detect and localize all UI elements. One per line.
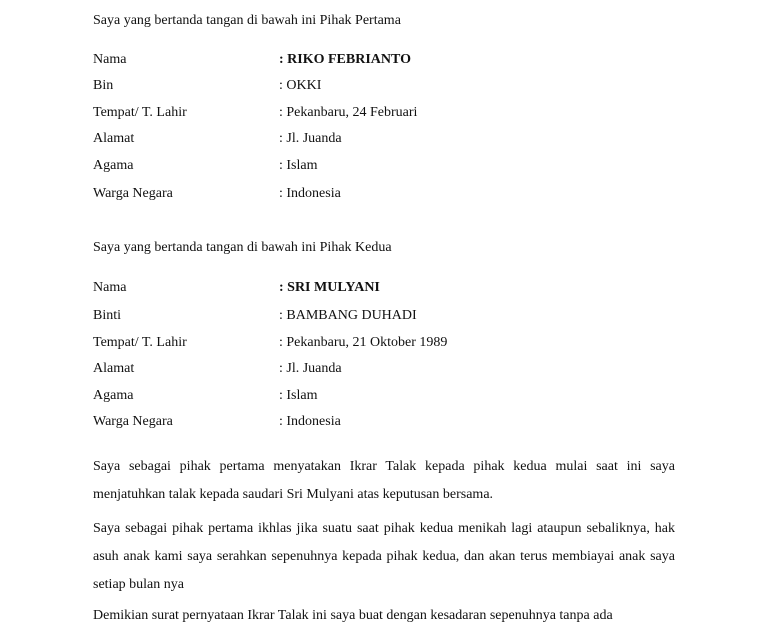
- second-party-religion-row: [93, 387, 693, 405]
- first-party-citizenship-row: [93, 185, 693, 203]
- second-party-binti-row: [93, 307, 693, 325]
- first-party-religion-row: [93, 157, 693, 175]
- field-value: : Indonesia: [279, 414, 341, 429]
- field-value: : RIKO FEBRIANTO: [279, 52, 411, 67]
- first-party-intro: Saya yang bertanda tangan di bawah ini Pihak Pertama: [93, 13, 401, 28]
- second-party-birth-row: [93, 334, 693, 352]
- field-label: Bin: [93, 78, 114, 93]
- paragraph-text: Demikian surat pernyataan Ikrar Talak ini saya buat dengan kesadaran sepenuhnya tanpa ada: [93, 608, 613, 623]
- field-label: Binti: [93, 308, 122, 323]
- field-value: : SRI MULYANI: [279, 280, 380, 295]
- paragraph-text: Saya sebagai pihak pertama ikhlas jika suatu saat pihak kedua menikah lagi ataupun sebaliknya, hak asuh anak kami saya serahkan sepenuhnya kepada pihak kedua, dan akan terus membiayai anak saya setiap bulan nya: [93, 521, 675, 592]
- field-label: Nama: [93, 280, 127, 295]
- field-value: : Indonesia: [279, 186, 341, 201]
- field-label: Agama: [93, 158, 134, 173]
- field-value: : Pekanbaru, 24 Februari: [279, 105, 418, 120]
- field-value: : Jl. Juanda: [279, 131, 342, 146]
- paragraph-text: Saya sebagai pihak pertama menyatakan Ikrar Talak kepada pihak kedua mulai saat ini saya menjatuhkan talak kepada saudari Sri Mulyani atas keputusan bersama.: [93, 459, 675, 502]
- field-value: : Jl. Juanda: [279, 361, 342, 376]
- field-label: Tempat/ T. Lahir: [93, 335, 187, 350]
- field-label: Nama: [93, 52, 127, 67]
- field-label: Warga Negara: [93, 414, 173, 429]
- second-party-citizenship-row: [93, 413, 693, 431]
- second-party-address-row: [93, 360, 693, 378]
- field-value: : Islam: [279, 388, 318, 403]
- first-party-birth-row: [93, 104, 693, 122]
- field-label: Tempat/ T. Lahir: [93, 105, 187, 120]
- field-value: : Islam: [279, 158, 318, 173]
- field-label: Agama: [93, 388, 134, 403]
- field-value: : BAMBANG DUHADI: [279, 308, 417, 323]
- second-party-intro: Saya yang bertanda tangan di bawah ini Pihak Kedua: [93, 240, 392, 255]
- first-party-address-row: [93, 130, 693, 148]
- field-label: Alamat: [93, 361, 135, 376]
- paragraph-talak-statement: [93, 453, 675, 509]
- paragraph-closing-statement: [93, 602, 675, 630]
- first-party-bin-row: [93, 77, 693, 95]
- field-value: : OKKI: [279, 78, 322, 93]
- paragraph-custody-statement: [93, 515, 675, 599]
- field-value: : Pekanbaru, 21 Oktober 1989: [279, 335, 448, 350]
- second-party-name-row: [93, 279, 693, 297]
- field-label: Warga Negara: [93, 186, 173, 201]
- first-party-name-row: [93, 51, 693, 69]
- field-label: Alamat: [93, 131, 135, 146]
